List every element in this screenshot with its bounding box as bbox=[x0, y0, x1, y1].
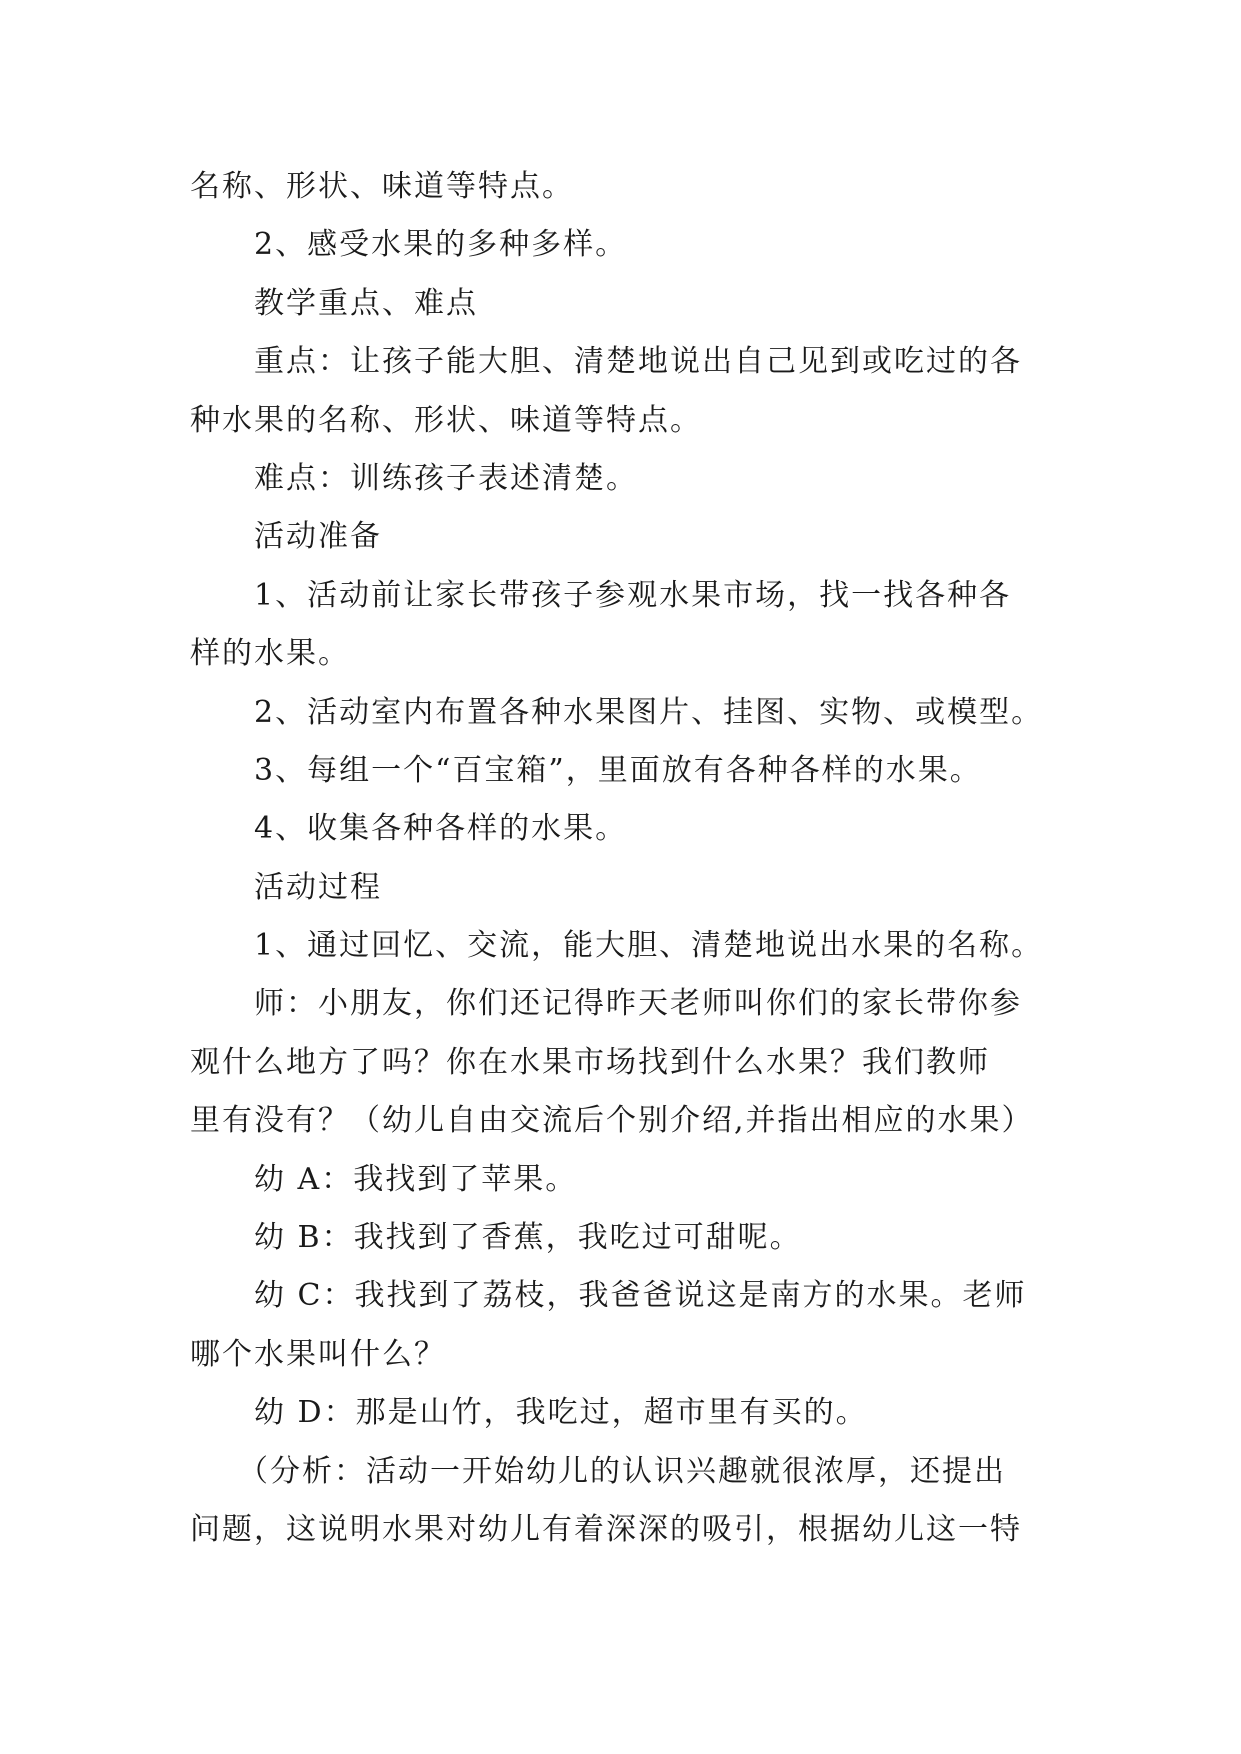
section-heading: 教学重点、难点 bbox=[254, 285, 478, 321]
text-line: 问题，这说明水果对幼儿有着深深的吸引，根据幼儿这一特 bbox=[190, 1511, 1022, 1547]
text-line: 1、活动前让家长带孩子参观水果市场，找一找各种各 bbox=[254, 577, 1012, 613]
text-line: 师：小朋友，你们还记得昨天老师叫你们的家长带你参 bbox=[254, 986, 1022, 1022]
text-line: 幼 D：那是山竹，我吃过，超市里有买的。 bbox=[254, 1395, 868, 1431]
text-line: 3、每组一个“百宝箱”，里面放有各种各样的水果。 bbox=[254, 752, 982, 788]
text-line: 重点：让孩子能大胆、清楚地说出自己见到或吃过的各 bbox=[254, 344, 1022, 380]
text-line: （分析：活动一开始幼儿的认识兴趣就很浓厚，还提出 bbox=[238, 1453, 1006, 1489]
text-line: 种水果的名称、形状、味道等特点。 bbox=[190, 402, 702, 438]
text-line: 4、收集各种各样的水果。 bbox=[254, 811, 628, 847]
text-line: 样的水果。 bbox=[190, 636, 350, 672]
section-heading: 活动过程 bbox=[254, 869, 382, 905]
text-line: 幼 B：我找到了香蕉，我吃过可甜呢。 bbox=[254, 1220, 802, 1256]
section-heading: 活动准备 bbox=[254, 519, 382, 555]
text-line: 观什么地方了吗？你在水果市场找到什么水果？我们教师 bbox=[190, 1044, 990, 1080]
text-line: 名称、形状、味道等特点。 bbox=[190, 169, 574, 204]
text-line: 幼 A：我找到了苹果。 bbox=[254, 1161, 578, 1197]
text-line: 1、通过回忆、交流，能大胆、清楚地说出水果的名称。 bbox=[254, 928, 1044, 964]
text-line: 哪个水果叫什么？ bbox=[190, 1336, 446, 1372]
document-body bbox=[190, 158, 1070, 1559]
text-line: 难点：训练孩子表述清楚。 bbox=[254, 460, 638, 496]
text-line: 2、感受水果的多种多样。 bbox=[254, 227, 628, 263]
text-line: 2、活动室内布置各种水果图片、挂图、实物、或模型。 bbox=[254, 694, 1044, 730]
text-line: 幼 C：我找到了荔枝，我爸爸说这是南方的水果。老师 bbox=[254, 1278, 1027, 1314]
text-line: 里有没有？（幼儿自由交流后个别介绍,并指出相应的水果） bbox=[190, 1103, 1034, 1139]
